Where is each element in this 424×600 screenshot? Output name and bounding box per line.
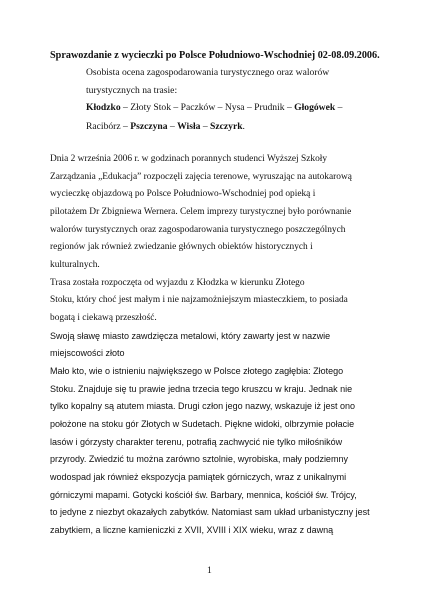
route-town-pszczyna: Pszczyna <box>130 121 168 132</box>
paragraph-line: Stoku, który choć jest małym i nie najzamożniejszym miasteczkiem, to posiada <box>50 295 348 305</box>
paragraph-line: pilotażem Dr Zbigniewa Wernera. Celem imprezy turystycznej było porównanie <box>50 207 352 217</box>
paragraph-line: przyrody. Zwiedzić tu można zarówno sztolnie, wyrobiska, mały podziemny <box>50 454 348 464</box>
route-line-1 <box>86 101 342 114</box>
paragraph-line: walorów turystycznych oraz zagospodarowania turystycznego poszczególnych <box>50 225 346 235</box>
route-line-2 <box>86 120 245 133</box>
paragraph-line: Zarządzania „Edukacja” rozpoczęli zajęcia terenowe, wyruszając na autokarową <box>50 172 352 182</box>
paragraph-line: Swoją sławę miasto zawdzięcza metalowi, który zawarty jest w nazwie <box>50 331 331 341</box>
route-separator: – <box>335 102 343 113</box>
paragraph-line: Stoku. Znajduje się tu prawie jedna trzecia tego kruszcu w kraju. Jednak nie <box>50 384 353 394</box>
paragraph-line: Dnia 2 września 2006 r. w godzinach porannych studenci Wyższej Szkoły <box>50 154 328 164</box>
paragraph-line: położone na stoku gór Złotych w Sudetach. Piękne widoki, olbrzymie połacie <box>50 419 355 429</box>
route-town-glogowek: Głogówek <box>294 102 336 113</box>
route-town-raciborz: Racibórz – <box>86 121 131 132</box>
paragraph-line: lasów i górzysty charakter terenu, potrafią zachwycić nie tylko miłośników <box>50 437 343 447</box>
route-separator: – Złoty Stok – Paczków – Nysa – Prudnik – <box>120 102 295 113</box>
paragraph-line: górniczymi mapami. Gotycki kościół św. Barbary, mennica, kościół św. Trójcy, <box>50 490 357 500</box>
route-separator: – <box>200 121 211 132</box>
paragraph-line: regionów jak również zwiedzanie głównych obiektów historycznych i <box>50 242 313 252</box>
page-number: 1 <box>207 565 212 576</box>
paragraph-line: zabytkiem, a liczne kamieniczki z XVII, XVIII i XIX wieku, wraz z dawną <box>50 525 334 535</box>
route-town-szczyrk: Szczyrk <box>210 121 243 132</box>
paragraph-line: tylko kopalny są atutem miasta. Drugi człon jego nazwy, wskazuje iż jest ono <box>50 401 355 411</box>
subtitle-line-2: turystycznych na trasie: <box>86 85 178 96</box>
paragraph-line: wodospad jak również ekspozycja pamiątek górniczych, wraz z unikalnymi <box>50 472 347 482</box>
subtitle-line-1: Osobista ocena zagospodarowania turystycznego oraz walorów <box>86 67 330 78</box>
paragraph-line: kulturalnych. <box>50 260 100 270</box>
paragraph-line: miejscowości złoto <box>50 348 125 358</box>
paragraph-line: wycieczkę objazdową po Polsce Południowo-Wschodniej pod opieką i <box>50 189 316 199</box>
paragraph-line: Mało kto, wie o istnieniu największego w Polsce złotego zagłębia: Złotego <box>50 366 344 376</box>
paragraph-line: bogatą i ciekawą przeszłość. <box>50 313 157 323</box>
route-separator: – <box>167 121 178 132</box>
document-title: Sprawozdanie z wycieczki po Polsce Południowo-Wschodniej 02-08.09.2006. <box>50 50 380 61</box>
paragraph-line: to jedyne z niezbyt okazałych zabytków. Natomiast sam układ urbanistyczny jest <box>50 507 370 517</box>
paragraph-line: Trasa została rozpoczęta od wyjazdu z Kłodzka w kierunku Złotego <box>50 278 305 288</box>
route-town-klodzko: Kłodzko <box>86 102 121 113</box>
route-end: . <box>242 121 245 132</box>
route-town-wisla: Wisła <box>177 121 201 132</box>
